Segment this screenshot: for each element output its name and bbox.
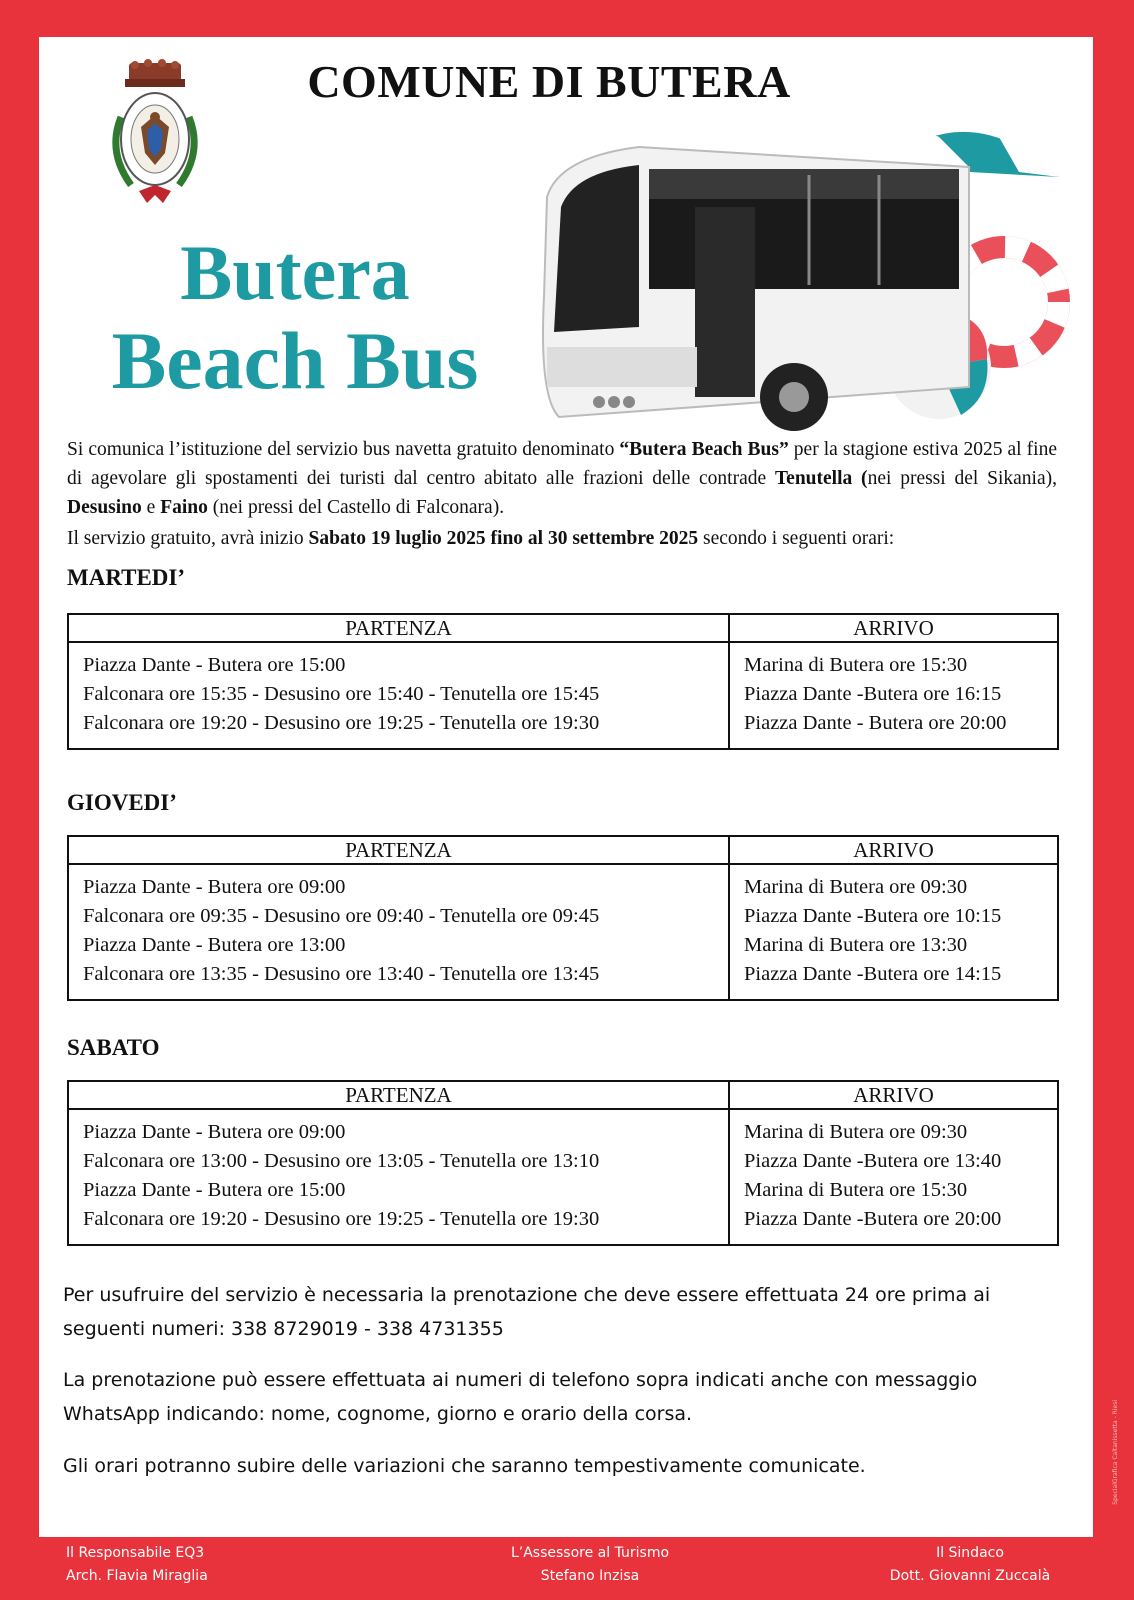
table-row [68, 864, 1058, 1000]
departures-cell [68, 1109, 729, 1245]
brand-line-1: Butera [180, 229, 410, 316]
schedule-table-thursday [67, 835, 1059, 1001]
arrival-line: Marina di Butera ore 09:30 [744, 1121, 968, 1143]
place-faino: Faino [160, 497, 208, 518]
departure-line: Piazza Dante - Butera ore 09:00 [83, 1121, 346, 1143]
signatures-footer [0, 1538, 1134, 1600]
arrival-line: Piazza Dante - Butera ore 20:00 [744, 712, 1007, 734]
page-title: COMUNE DI BUTERA [307, 56, 791, 107]
arrival-line: Marina di Butera ore 15:30 [744, 654, 968, 676]
signature-role: Il Responsabile EQ3 [66, 1545, 205, 1561]
arrival-line: Piazza Dante -Butera ore 20:00 [744, 1208, 1002, 1230]
intro-text-segment: e [141, 497, 161, 518]
day-title-tuesday: MARTEDI’ [67, 565, 186, 590]
arrival-line: Marina di Butera ore 13:30 [744, 934, 968, 956]
column-header-arrival: ARRIVO [729, 614, 1058, 642]
arrival-line: Marina di Butera ore 15:30 [744, 1179, 968, 1201]
intro-text-segment: secondo i seguenti orari: [698, 528, 895, 549]
day-title-saturday: SABATO [67, 1035, 160, 1060]
brand-title [75, 229, 515, 405]
arrival-line: Marina di Butera ore 09:30 [744, 876, 968, 898]
column-header-departure: PARTENZA [68, 614, 729, 642]
departure-line: Falconara ore 09:35 - Desusino ore 09:40 - Tenutella ore 09:45 [83, 905, 600, 927]
beach-bus-illustration-icon [499, 97, 1089, 469]
bus-icon [543, 147, 969, 431]
arrival-line: Piazza Dante -Butera ore 16:15 [744, 683, 1002, 705]
signature-name: Stefano Inzisa [540, 1568, 640, 1584]
departure-line: Piazza Dante - Butera ore 09:00 [83, 876, 346, 898]
intro-text-segment: per la stagione estiva 2025 al fine di agevolare gli spostamenti dei turisti dal centro abitato alle frazioni delle contrade [67, 439, 1057, 489]
column-header-arrival: ARRIVO [729, 836, 1058, 864]
service-period: Sabato 19 luglio 2025 fino al 30 settembre 2025 [308, 528, 699, 549]
intro-paragraph-2 [67, 524, 1057, 553]
intro-text [67, 435, 1057, 553]
departure-line: Falconara ore 13:35 - Desusino ore 13:40 - Tenutella ore 13:45 [83, 963, 600, 985]
arrivals-cell [729, 1109, 1058, 1245]
arrival-line: Piazza Dante -Butera ore 13:40 [744, 1150, 1002, 1172]
departure-line: Falconara ore 13:00 - Desusino ore 13:05 - Tenutella ore 13:10 [83, 1150, 600, 1172]
brand-line-2: Beach Bus [111, 315, 479, 406]
departure-line: Piazza Dante - Butera ore 13:00 [83, 934, 346, 956]
table-row [68, 1109, 1058, 1245]
signature-name: Dott. Giovanni Zuccalà [889, 1568, 1051, 1584]
place-tenutella: Tenutella ( [774, 468, 868, 489]
whatsapp-note: La prenotazione può essere effettuata ai numeri di telefono sopra indicati anche con messaggio WhatsApp indicando: nome, cognome, giorno e orario della corsa. [63, 1369, 978, 1425]
column-header-departure: PARTENZA [68, 836, 729, 864]
intro-text-segment: Si comunica l’istituzione del servizio bus navetta gratuito denominato [67, 439, 620, 460]
variations-note: Gli orari potranno subire delle variazioni che saranno tempestivamente comunicate. [63, 1455, 866, 1477]
table-header-row [68, 1081, 1058, 1109]
table-header-row [68, 836, 1058, 864]
intro-text-segment: (nei pressi del Castello di Falconara). [207, 497, 505, 518]
schedule-table-saturday [67, 1080, 1059, 1246]
departure-line: Falconara ore 19:20 - Desusino ore 19:25 - Tenutella ore 19:30 [83, 1208, 600, 1230]
print-credit: SpecialGrafica Caltanissetta - Riesi [1112, 1400, 1119, 1505]
departure-line: Falconara ore 15:35 - Desusino ore 15:40 - Tenutella ore 15:45 [83, 683, 600, 705]
schedule-table-tuesday [67, 613, 1059, 750]
signature-assessore [470, 1542, 710, 1588]
arrival-line: Piazza Dante -Butera ore 10:15 [744, 905, 1002, 927]
place-desusino: Desusino [67, 497, 142, 518]
signature-role: Il Sindaco [936, 1545, 1004, 1561]
departure-line: Piazza Dante - Butera ore 15:00 [83, 1179, 346, 1201]
signature-name: Arch. Flavia Miraglia [66, 1568, 208, 1584]
intro-paragraph-1 [67, 435, 1057, 522]
arrivals-cell [729, 864, 1058, 1000]
signature-role: L’Assessore al Turismo [510, 1545, 670, 1561]
departure-line: Piazza Dante - Butera ore 15:00 [83, 654, 346, 676]
poster-sheet [39, 37, 1093, 1537]
arrivals-cell [729, 642, 1058, 749]
table-header-row [68, 614, 1058, 642]
booking-note: Per usufruire del servizio è necessaria la prenotazione che deve essere effettuata 24 ore prima ai seguenti numeri: 338 8729019 - 338 4731355 [63, 1284, 991, 1340]
column-header-arrival: ARRIVO [729, 1081, 1058, 1109]
signature-sindaco [860, 1542, 1080, 1588]
intro-text-segment: nei pressi del Sikania), [867, 468, 1057, 489]
departures-cell [68, 642, 729, 749]
signature-responsabile [66, 1542, 208, 1588]
intro-text-segment: Il servizio gratuito, avrà inizio [67, 528, 309, 549]
column-header-departure: PARTENZA [68, 1081, 729, 1109]
coat-of-arms-icon [101, 57, 209, 207]
table-row [68, 642, 1058, 749]
service-name: “Butera Beach Bus” [619, 439, 789, 460]
arrival-line: Piazza Dante -Butera ore 14:15 [744, 963, 1002, 985]
departure-line: Falconara ore 19:20 - Desusino ore 19:25 - Tenutella ore 19:30 [83, 712, 600, 734]
departures-cell [68, 864, 729, 1000]
day-title-thursday: GIOVEDI’ [67, 790, 177, 815]
